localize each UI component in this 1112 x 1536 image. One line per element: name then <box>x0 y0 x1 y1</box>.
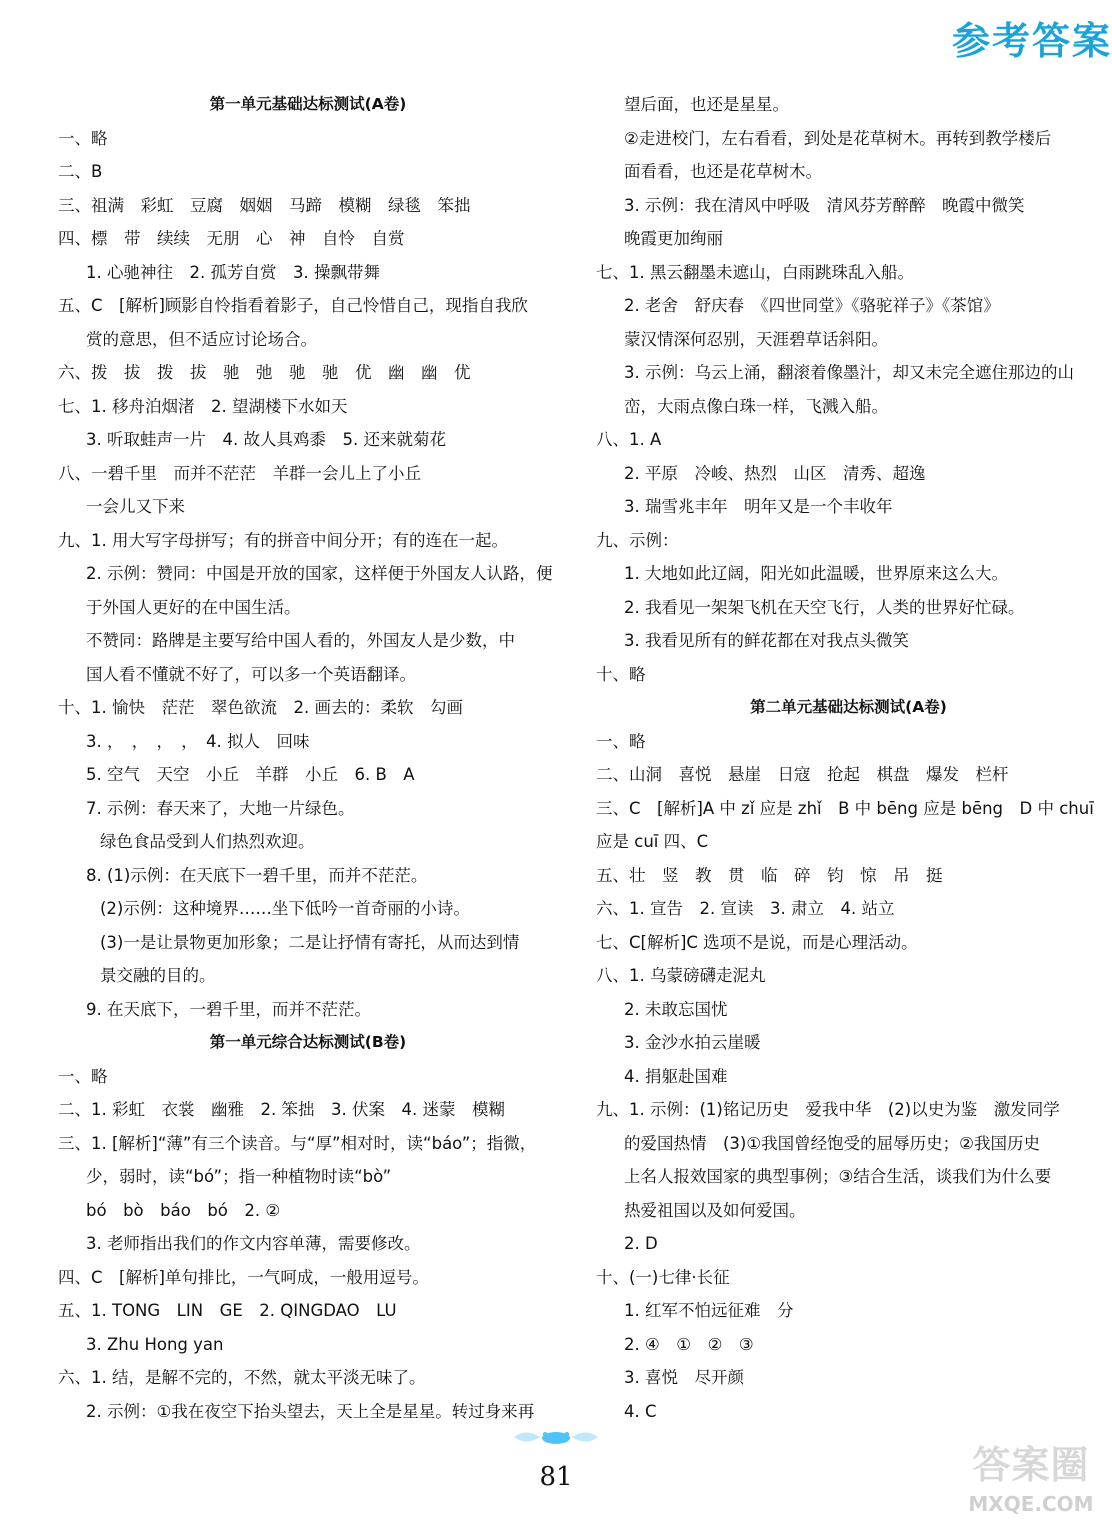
answer-line: 4. C <box>624 1401 657 1421</box>
answer-line: 七、1. 移舟泊烟渚 2. 望湖楼下水如天 <box>58 396 348 416</box>
answer-line: 三、祖满 彩虹 豆腐 姻姻 马蹄 模糊 绿毯 笨拙 <box>58 195 471 215</box>
answer-line: 一、略 <box>58 128 108 148</box>
answer-line: 上名人报效国家的典型事例；③结合生活，谈我们为什么要 <box>624 1167 1052 1186</box>
answer-line: 晚霞更加绚丽 <box>624 229 723 248</box>
answer-line: 于外国人更好的在中国生活。 <box>86 597 301 617</box>
answer-line: 六、1. 宣告 2. 宣读 3. 肃立 4. 站立 <box>596 899 895 918</box>
answer-line: 五、壮 竖 教 贯 临 碎 钧 惊 吊 挺 <box>596 865 943 885</box>
left-column <box>58 88 558 1428</box>
header-title: 参考答案 <box>951 18 1112 63</box>
watermark-text: 答案圈 <box>972 1442 1090 1487</box>
answer-line: 3. 老师指出我们的作文内容单薄，需要修改。 <box>86 1234 421 1253</box>
answer-line: 不赞同：路牌是主要写给中国人看的，外国友人是少数，中 <box>86 631 515 650</box>
answer-line: 热爱祖国以及如何爱国。 <box>624 1200 806 1220</box>
answer-line: 二、B <box>58 162 103 181</box>
answer-line: 2. 平原 冷峻、热烈 山区 清秀、超逸 <box>624 463 926 483</box>
answer-line: 二、山洞 喜悦 悬崖 日寇 抢起 棋盘 爆发 栏杆 <box>596 765 1009 784</box>
answer-line: 十、1. 愉快 茫茫 翠色欲流 2. 画去的：柔软 勾画 <box>58 698 463 717</box>
answer-line: bó bò báo bó 2. ② <box>86 1200 281 1220</box>
answer-line: 六、1. 结，是解不完的，不然，就太平淡无味了。 <box>58 1368 426 1387</box>
answer-line: 赏的意思，但不适应讨论场合。 <box>86 329 317 349</box>
answer-line: 六、拨 拔 拨 拔 驰 弛 驰 驰 优 幽 幽 优 <box>58 363 471 382</box>
answer-line: 4. 捐躯赴国难 <box>624 1066 728 1086</box>
answer-line: 3. 我看见所有的鲜花都在对我点头微笑 <box>624 631 909 650</box>
answer-line: 面看看，也还是花草树木。 <box>624 162 822 181</box>
page-number: 81 <box>539 1462 573 1492</box>
answer-line: 应是 cuī 四、C <box>596 832 709 851</box>
answer-line: 四、C [解析]单句排比，一气呵成，一般用逗号。 <box>58 1267 429 1287</box>
answer-line: 的爱国热情 (3)①我国曾经饱受的屈辱历史；②我国历史 <box>624 1133 1040 1153</box>
answer-line: 望后面，也还是星星。 <box>624 95 789 114</box>
answer-line: 二、1. 彩虹 衣裳 幽雅 2. 笨拙 3. 伏案 4. 迷蒙 模糊 <box>58 1100 505 1119</box>
answer-line: 1. 红军不怕远征难 分 <box>624 1301 794 1320</box>
answer-line: 2. 示例：赞同：中国是开放的国家，这样便于外国友人认路，便 <box>86 564 553 583</box>
watermark-url: MXQE.COM <box>968 1492 1094 1516</box>
answer-line: 十、略 <box>596 664 646 684</box>
watermark-logo <box>956 1434 1106 1534</box>
answer-line: 3. 听取蛙声一片 4. 故人具鸡黍 5. 还来就菊花 <box>86 430 446 449</box>
answer-line: 2. ④ ① ② ③ <box>624 1334 754 1354</box>
answer-line: 2. D <box>624 1234 658 1253</box>
answer-line: 3. 示例：乌云上涌，翻滚着像墨汁，却又未完全遮住那边的山 <box>624 363 1074 382</box>
footer-ornament-icon <box>510 1426 602 1448</box>
answer-line: 国人看不懂就不好了，可以多一个英语翻译。 <box>86 664 416 684</box>
answer-line: 五、1. TONG LIN GE 2. QINGDAO LU <box>58 1301 397 1320</box>
section-heading: 第一单元基础达标测试(A卷) <box>209 95 407 113</box>
answer-line: 1. 大地如此辽阔，阳光如此温暖，世界原来这么大。 <box>624 564 1008 583</box>
answer-line: 一会儿又下来 <box>86 497 185 516</box>
answer-line: ②走进校门，左右看看，到处是花草树木。再转到教学楼后 <box>624 128 1052 148</box>
answer-line: 三、C [解析]A 中 zǐ 应是 zhǐ B 中 bēng 应是 bēng D 中 chuī <box>596 798 1094 818</box>
answer-line: 9. 在天底下，一碧千里，而并不茫茫。 <box>86 999 371 1019</box>
answer-line: (2)示例：这种境界……坐下低吟一首奇丽的小诗。 <box>100 899 470 918</box>
answer-line: 3. 示例：我在清风中呼吸 清风芬芳醉醉 晚霞中微笑 <box>624 195 1025 215</box>
answer-line: 八、一碧千里 而并不茫茫 羊群一会儿上了小丘 <box>58 463 421 483</box>
answer-line: 蒙汉情深何忍别，天涯碧草话斜阳。 <box>624 329 888 349</box>
answer-line: 八、1. 乌蒙磅礴走泥丸 <box>596 966 766 985</box>
answer-line: 七、C[解析]C 选项不是说，而是心理活动。 <box>596 932 918 952</box>
answer-line: 九、1. 示例：(1)铭记历史 爱我中华 (2)以史为鉴 激发同学 <box>596 1100 1060 1119</box>
answer-line: 3. 喜悦 尽开颜 <box>624 1368 744 1387</box>
answer-line: 少，弱时，读“bó”；指一种植物时读“bò” <box>86 1167 392 1186</box>
answer-line: 四、標 带 续续 无朋 心 神 自怜 自赏 <box>58 229 405 248</box>
answer-line: 2. 示例：①我在夜空下抬头望去，天上全是星星。转过身来再 <box>86 1401 535 1421</box>
page-footer <box>0 1420 1112 1536</box>
answer-line: 2. 我看见一架架飞机在天空飞行，人类的世界好忙碌。 <box>624 597 1025 617</box>
answer-line: 2. 老舍 舒庆春 《四世同堂》《骆驼祥子》《茶馆》 <box>624 296 1000 315</box>
answer-line: 一、略 <box>596 731 646 751</box>
section-heading: 第二单元基础达标测试(A卷) <box>750 698 947 716</box>
answer-line: 一、略 <box>58 1066 108 1086</box>
right-column <box>596 88 1101 1428</box>
answer-line: 绿色食品受到人们热烈欢迎。 <box>100 832 315 851</box>
page-header <box>0 0 1112 62</box>
answer-line: 十、(一)七律·长征 <box>596 1267 730 1287</box>
answer-line: 七、1. 黑云翻墨未遮山，白雨跳珠乱入船。 <box>596 262 914 282</box>
answer-line: 3. Zhu Hong yan <box>86 1334 224 1354</box>
answer-line: 三、1. [解析]“薄”有三个读音。与“厚”相对时，读“báo”；指微， <box>58 1133 537 1153</box>
answer-line: 8. (1)示例：在天底下一碧千里，而并不茫茫。 <box>86 865 428 885</box>
answer-line: 5. 空气 天空 小丘 羊群 小丘 6. B A <box>86 765 415 784</box>
answer-line: 九、示例： <box>596 530 679 550</box>
answer-line: 八、1. A <box>596 430 662 449</box>
answer-line: (3)一是让景物更加形象；二是让抒情有寄托，从而达到情 <box>100 932 520 952</box>
answer-line: 3. 金沙水拍云崖暖 <box>624 1033 761 1052</box>
answer-line: 五、C [解析]顾影自怜指看着影子，自己怜惜自己，现指自我欣 <box>58 296 528 315</box>
answer-line: 景交融的目的。 <box>100 966 216 985</box>
answer-line: 峦，大雨点像白珠一样，飞溅入船。 <box>624 396 888 416</box>
section-heading: 第一单元综合达标测试(B卷) <box>209 1033 407 1051</box>
answer-line: 2. 未敢忘国忧 <box>624 999 728 1019</box>
answer-line: 3. ， ， ， ， 4. 拟人 回味 <box>86 731 310 751</box>
answer-line: 3. 瑞雪兆丰年 明年又是一个丰收年 <box>624 497 893 516</box>
answer-line: 7. 示例：春天来了，大地一片绿色。 <box>86 798 355 818</box>
answer-line: 1. 心驰神往 2. 孤芳自赏 3. 操飘带舞 <box>86 262 380 282</box>
answer-line: 九、1. 用大写字母拼写；有的拼音中间分开；有的连在一起。 <box>58 530 508 550</box>
